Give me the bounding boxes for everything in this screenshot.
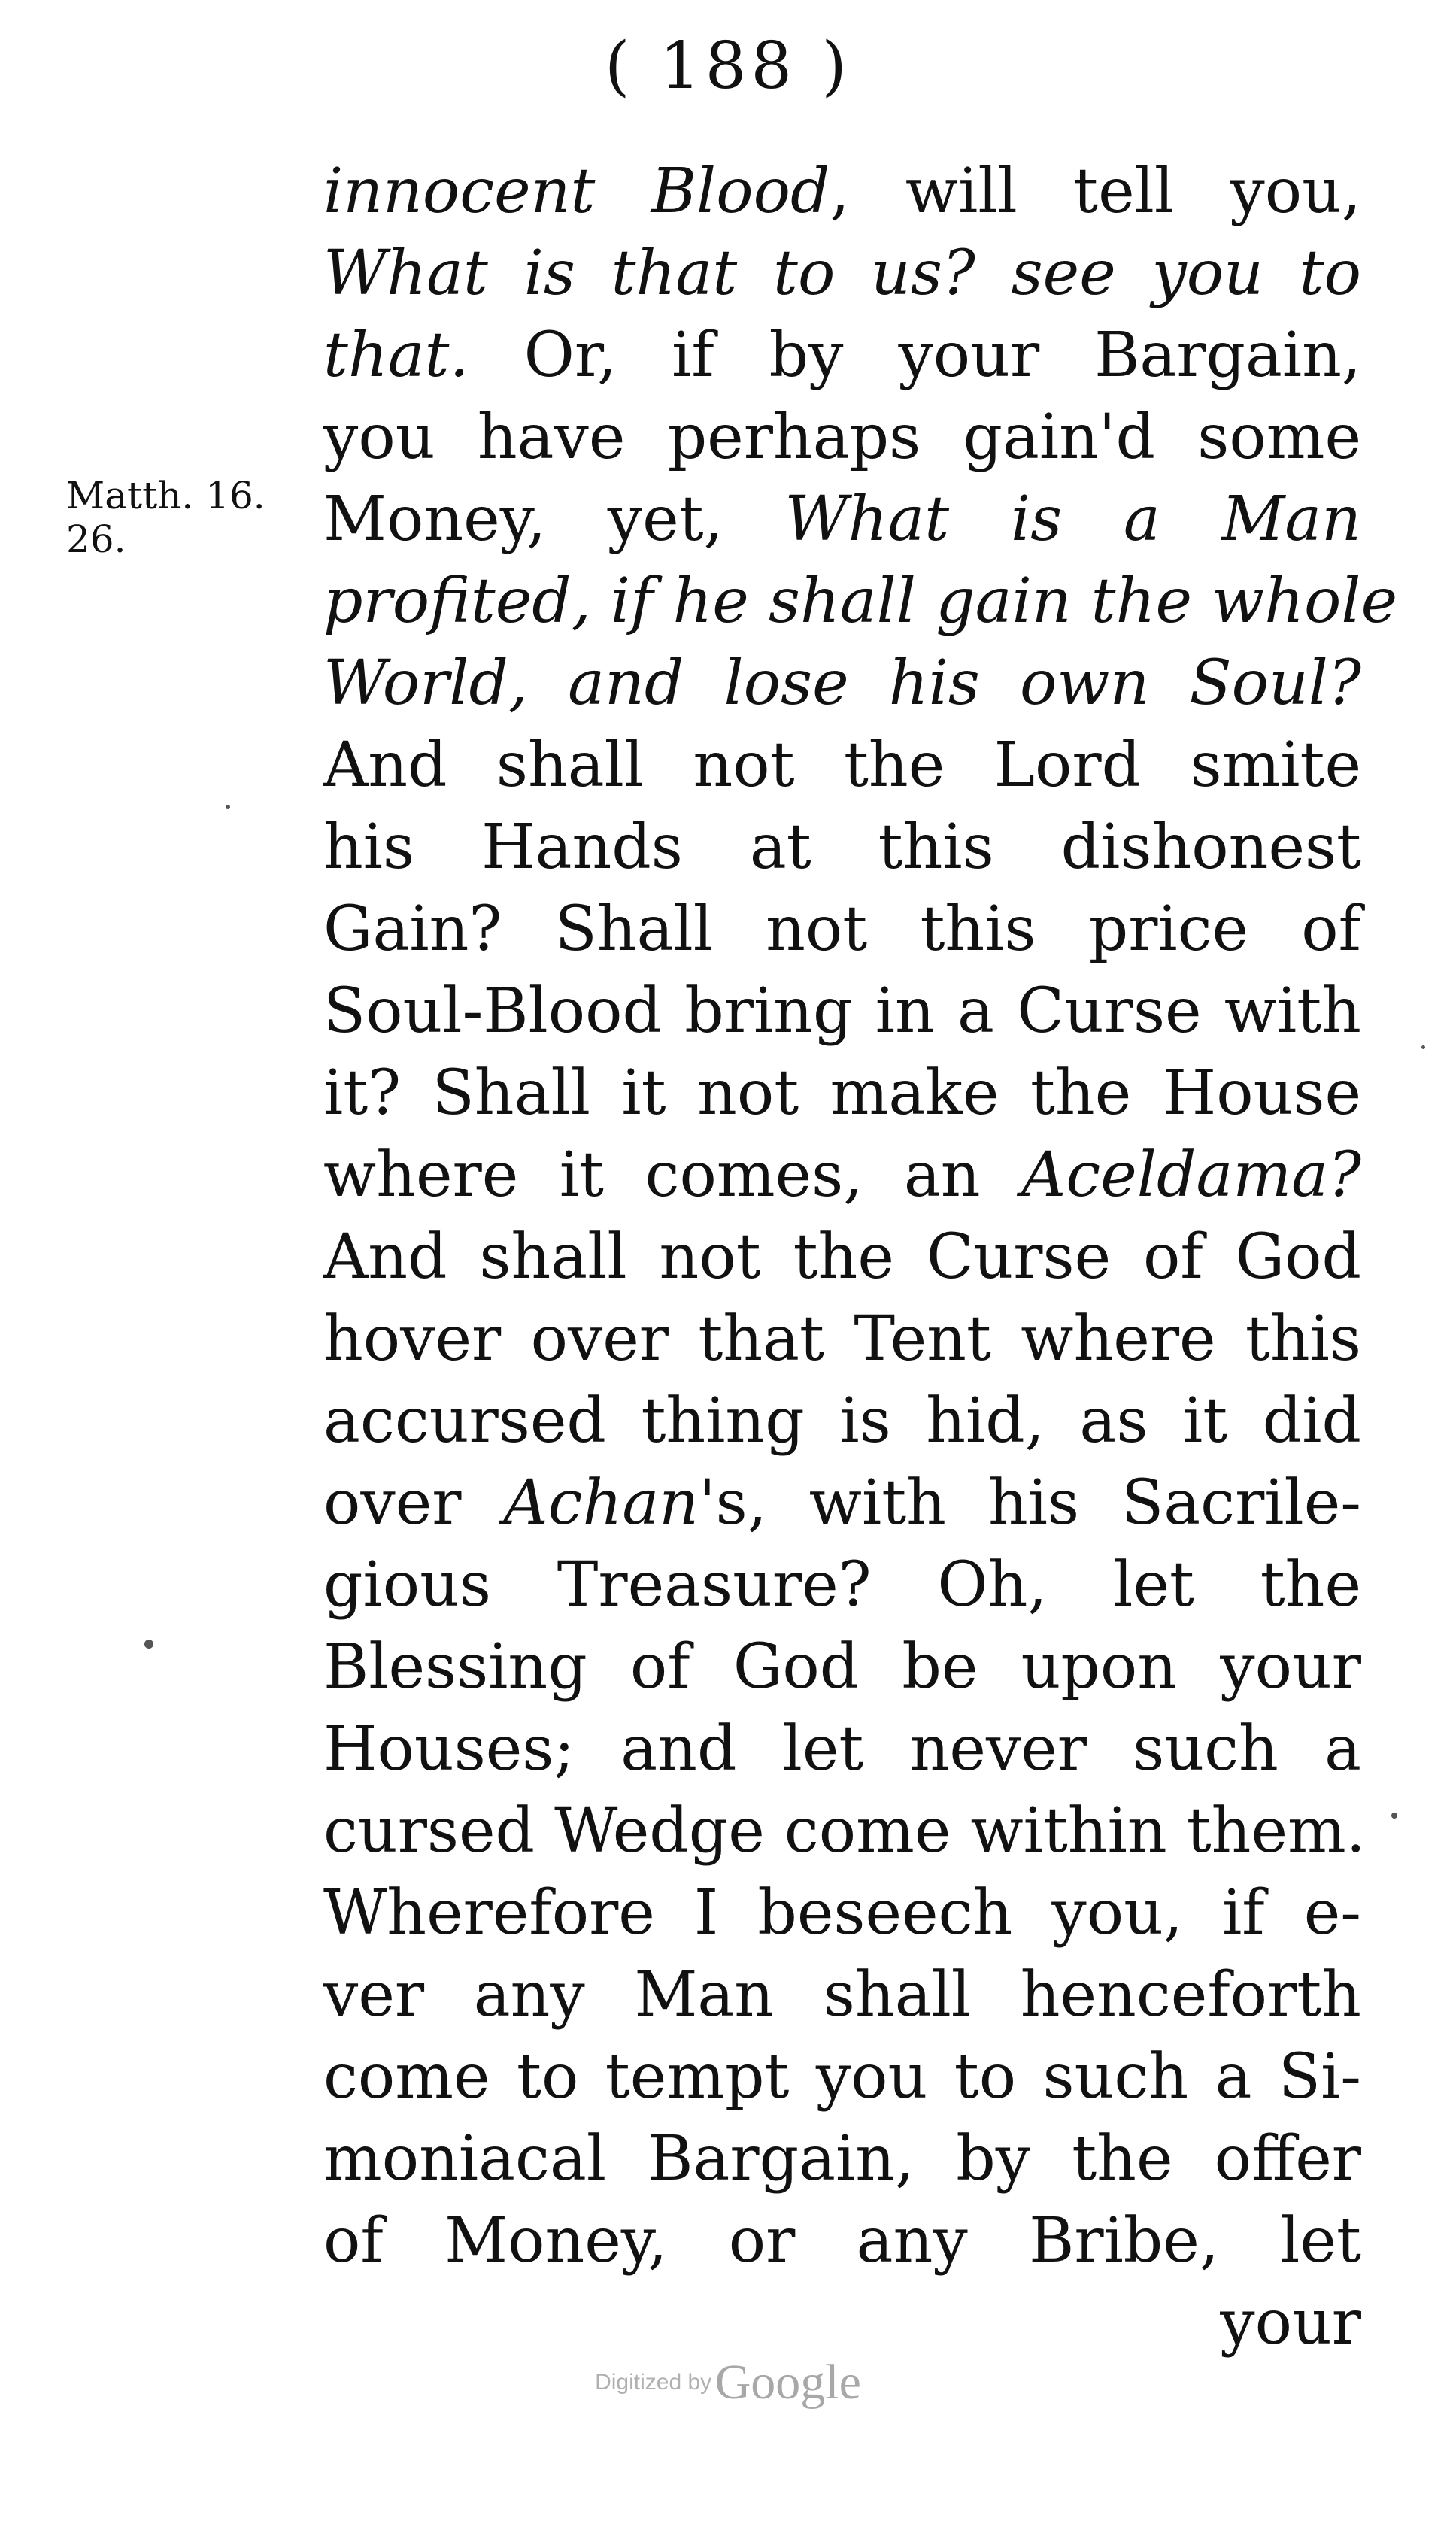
text-span: cursed Wedge come within them. [323,1795,1366,1867]
text-span: And shall not the Curse of God [323,1221,1361,1293]
text-line [323,1872,1361,1954]
text-line [323,2036,1361,2118]
italic-text: World, and lose his own Soul? [323,648,1361,719]
margin-note-line-2: 26. [66,517,126,561]
text-span: ver any Man shall henceforth [323,1959,1361,2031]
text-line [323,806,1361,888]
text-span: , will tell you, [830,156,1361,227]
text-line [323,888,1361,970]
google-logo-text: Google [714,2355,861,2410]
text-line [323,724,1361,806]
scan-speck [1391,1813,1397,1819]
text-span: accursed thing is hid, as it did [323,1385,1361,1457]
digitization-footer [0,2354,1456,2411]
italic-text: What is a Man [784,484,1361,555]
text-span: hover over that Tent where this [323,1303,1361,1375]
text-line [323,1544,1361,1626]
text-span: come to tempt you to such a Si- [323,2041,1361,2113]
text-span: of Money, or any Bribe, let [323,2205,1361,2277]
text-span: where it comes, an [323,1139,1022,1211]
text-line [323,970,1361,1052]
body-text [323,150,1398,2364]
italic-text: that. [323,320,469,391]
text-span: Wherefore I beseech you, if e- [323,1877,1361,1949]
text-span: moniacal Bargain, by the offer [323,2123,1361,2195]
text-span: over [323,1467,504,1539]
text-span: Blessing of God be upon your [323,1631,1361,1703]
text-line [323,1626,1361,1708]
scan-speck [226,805,230,809]
text-line [323,314,1361,396]
text-line [323,1216,1361,1298]
text-line [323,232,1361,314]
text-line [323,2118,1361,2200]
text-span: his Hands at this dishonest [323,812,1361,883]
text-line [323,1708,1361,1790]
text-span: it? Shall it not make the House [323,1057,1361,1129]
text-line [323,2200,1361,2282]
text-line [323,560,1398,642]
text-span: gious Treasure? Oh, let the [323,1549,1361,1621]
text-line [323,1052,1361,1134]
scan-speck [1421,1045,1425,1049]
text-span: 's, with his Sacrile- [699,1467,1361,1539]
margin-note-line-1: Matth. 16. [66,474,265,517]
text-line [323,1462,1361,1544]
italic-text: profited, if he shall gain the whole [323,566,1398,637]
text-span: Gain? Shall not this price of [323,893,1361,965]
text-line [323,1134,1361,1216]
text-line [323,150,1361,232]
text-line [323,1380,1361,1462]
catchword: your [1220,2287,1361,2359]
text-line [323,1298,1361,1380]
italic-text: What is that to us? see you to [323,238,1361,309]
italic-text: innocent Blood [323,156,830,227]
italic-text: Aceldama? [1021,1139,1361,1211]
italic-text: Achan [503,1467,699,1539]
text-span: Or, if by your Bargain, [469,320,1361,391]
text-span: Money, yet, [323,484,785,555]
text-span: Houses; and let never such a [323,1713,1361,1785]
text-span: And shall not the Lord smite [323,730,1361,801]
text-line [323,1790,1366,1872]
text-line [323,642,1361,724]
text-line [323,396,1361,478]
text-span: you have perhaps gain'd some [323,402,1361,473]
text-line [323,1954,1361,2036]
page-number: ( 188 ) [605,29,851,104]
text-line [323,478,1361,560]
scan-speck [144,1640,153,1649]
text-span: Soul-Blood bring in a Curse with [323,975,1361,1047]
footer-prefix: Digitized by [595,2370,712,2395]
margin-note [66,474,307,561]
